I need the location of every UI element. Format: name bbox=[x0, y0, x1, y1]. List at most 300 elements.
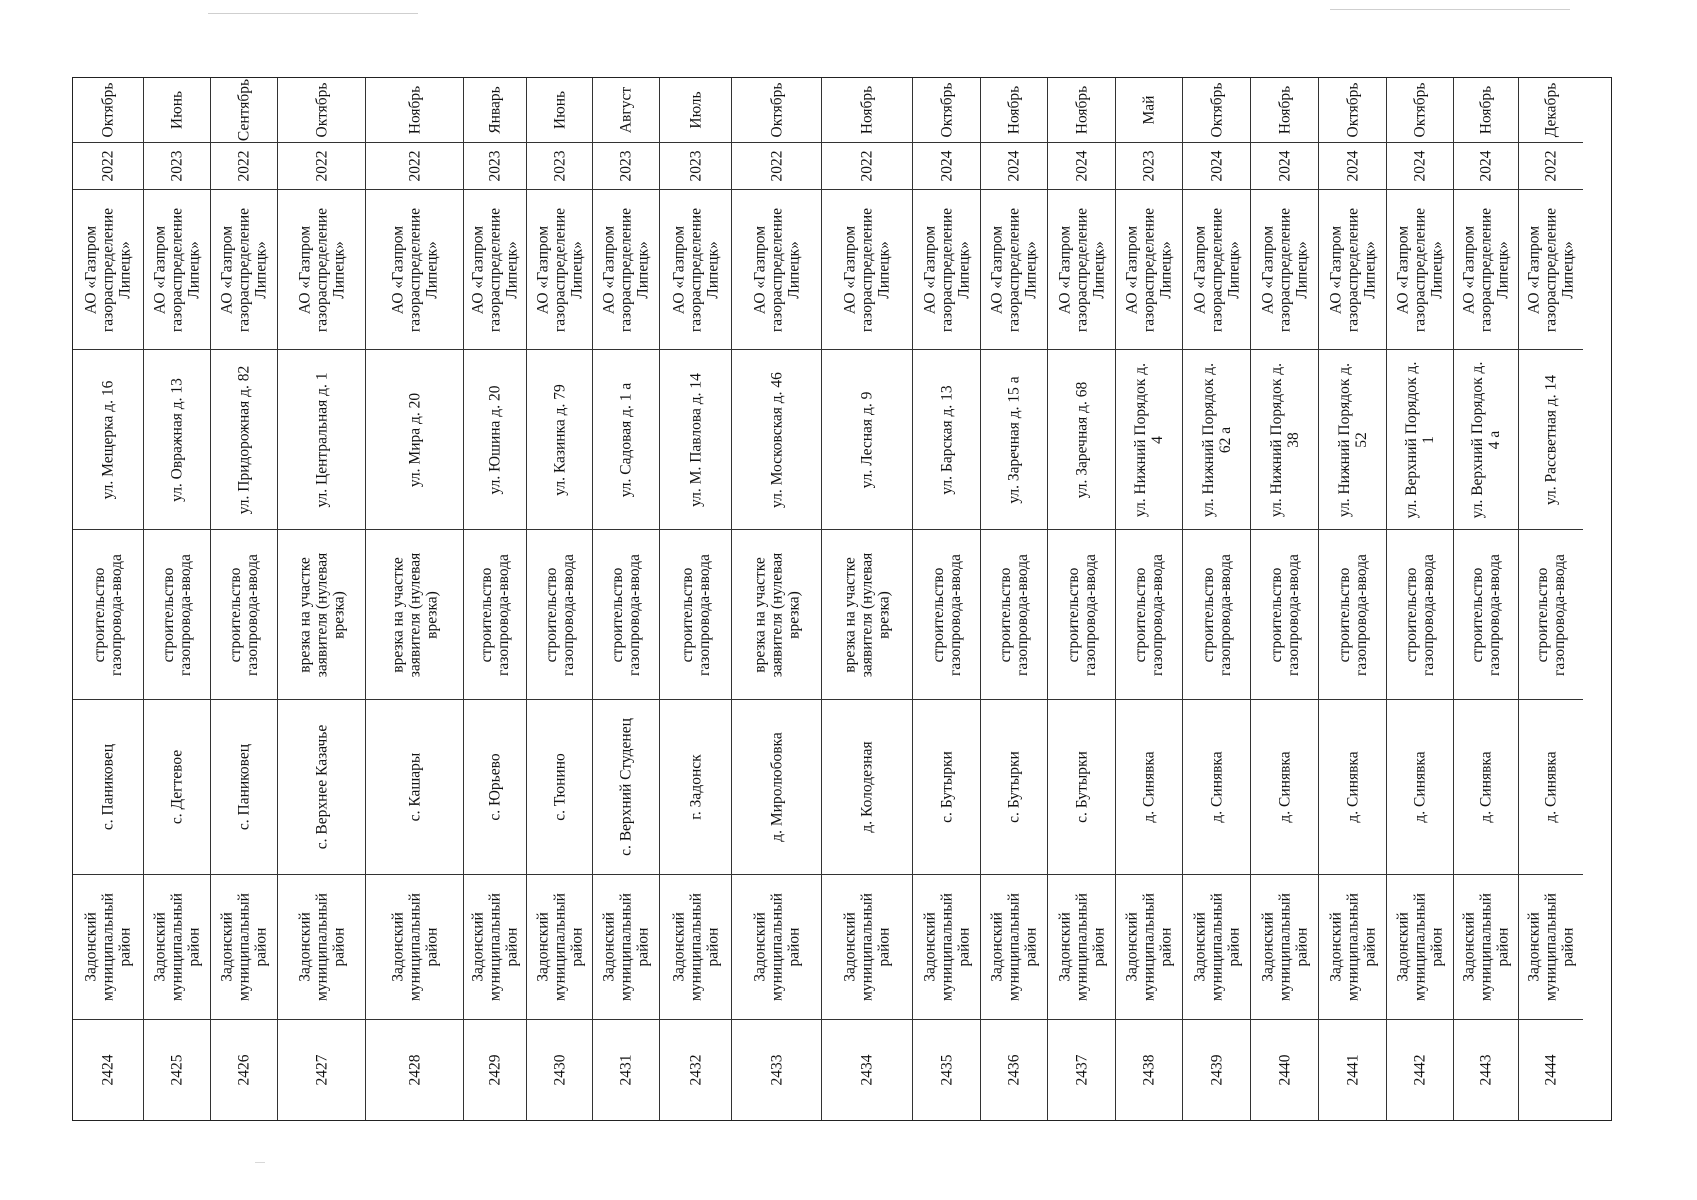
cell-row-number bbox=[73, 1020, 143, 1119]
cell-district-text: Задонский муниципальный район bbox=[1056, 893, 1107, 1001]
cell-organization bbox=[1319, 190, 1386, 350]
cell-work-type bbox=[1048, 530, 1115, 700]
cell-year bbox=[913, 143, 980, 190]
cell-month-text: Октябрь bbox=[768, 82, 785, 138]
cell-address-text: ул. Нижний Порядок д. 62 а bbox=[1199, 362, 1234, 517]
cell-district-text: Задонский муниципальный район bbox=[469, 893, 521, 1001]
cell-year-text: 2022 bbox=[235, 150, 253, 182]
cell-address-text: ул. Нижний Порядок д. 52 bbox=[1335, 362, 1370, 517]
cell-year bbox=[211, 143, 277, 190]
cell-row-number bbox=[732, 1020, 821, 1119]
cell-address bbox=[144, 350, 210, 530]
cell-row-number bbox=[211, 1020, 277, 1119]
cell-address bbox=[1519, 350, 1583, 530]
cell-district bbox=[211, 875, 277, 1020]
cell-organization-text: АО «Газпром газораспределение Липецк» bbox=[1460, 207, 1512, 332]
cell-month bbox=[1519, 78, 1583, 143]
cell-locality bbox=[1519, 700, 1583, 875]
cell-row-number bbox=[981, 1020, 1047, 1119]
cell-locality-text: с. Паниковец bbox=[99, 743, 117, 831]
cell-district-text: Задонский муниципальный район bbox=[670, 893, 721, 1001]
cell-work-type bbox=[1387, 530, 1453, 700]
cell-district bbox=[1116, 875, 1182, 1020]
cell-year bbox=[366, 143, 463, 190]
cell-address-text: ул. Верхний Порядок д. 4 а bbox=[1469, 361, 1503, 518]
cell-district-text: Задонский муниципальный район bbox=[1259, 893, 1310, 1001]
cell-row-number-text: 2435 bbox=[938, 1054, 955, 1085]
cell-address-text: ул. Овражная д. 13 bbox=[168, 377, 186, 502]
cell-locality-text: с. Верхний Студенец bbox=[617, 718, 635, 856]
cell-year bbox=[278, 143, 365, 190]
cell-address bbox=[913, 350, 980, 530]
cell-address bbox=[278, 350, 365, 530]
cell-work-type bbox=[527, 530, 592, 700]
cell-month bbox=[1319, 78, 1386, 143]
cell-address-text: ул. М. Павлова д. 14 bbox=[687, 372, 704, 507]
cell-row-number bbox=[1319, 1020, 1386, 1119]
cell-row-number bbox=[660, 1020, 731, 1119]
cell-district bbox=[1048, 875, 1115, 1020]
cell-work-type-text: строительство газопровода-ввода bbox=[542, 553, 577, 676]
cell-row-number bbox=[593, 1020, 659, 1119]
cell-row-number-text: 2442 bbox=[1411, 1054, 1429, 1085]
cell-address-text: ул. Юшина д. 20 bbox=[486, 385, 504, 494]
cell-organization-text: АО «Газпром газораспределение Липецк» bbox=[988, 207, 1040, 332]
cell-district bbox=[660, 875, 731, 1020]
cell-month-text: Октябрь bbox=[1411, 82, 1429, 138]
cell-locality-text: с. Паниковец bbox=[235, 743, 253, 831]
cell-organization bbox=[527, 190, 592, 350]
cell-row-number-text: 2439 bbox=[1208, 1054, 1225, 1085]
cell-work-type bbox=[1116, 530, 1182, 700]
cell-locality-text: д. Синявка bbox=[1411, 751, 1429, 823]
cell-locality-text: д. Синявка bbox=[1140, 751, 1158, 823]
cell-organization-text: АО «Газпром газораспределение Липецк» bbox=[1056, 207, 1107, 332]
cell-district bbox=[464, 875, 526, 1020]
cell-organization bbox=[660, 190, 731, 350]
cell-month bbox=[593, 78, 659, 143]
cell-year-text: 2023 bbox=[168, 150, 186, 182]
cell-locality bbox=[278, 700, 365, 875]
cell-row-number-text: 2438 bbox=[1140, 1054, 1158, 1085]
cell-year-text: 2023 bbox=[486, 150, 504, 182]
cell-locality-text: с. Дегтевое bbox=[168, 749, 186, 825]
cell-year-text: 2022 bbox=[99, 150, 117, 182]
cell-year bbox=[144, 143, 210, 190]
cell-address-text: ул. Заречная д. 68 bbox=[1073, 381, 1090, 498]
cell-work-type-text: врезка на участке заявителя (нулевая врезка) bbox=[751, 552, 802, 677]
cell-month bbox=[1116, 78, 1182, 143]
cell-locality-text: с. Кашары bbox=[406, 752, 423, 822]
table-row bbox=[1519, 78, 1583, 1120]
cell-month-text: Январь bbox=[486, 86, 504, 134]
cell-work-type bbox=[593, 530, 659, 700]
cell-work-type-text: строительство газопровода-ввода bbox=[1403, 553, 1437, 676]
cell-organization-text: АО «Газпром газораспределение Липецк» bbox=[218, 207, 270, 332]
cell-district bbox=[144, 875, 210, 1020]
cell-organization-text: АО «Газпром газораспределение Липецк» bbox=[841, 207, 893, 332]
cell-month bbox=[732, 78, 821, 143]
cell-row-number bbox=[527, 1020, 592, 1119]
cell-address bbox=[464, 350, 526, 530]
cell-row-number-text: 2431 bbox=[617, 1054, 635, 1085]
cell-organization-text: АО «Газпром газораспределение Липецк» bbox=[534, 207, 585, 332]
cell-address bbox=[593, 350, 659, 530]
cell-month-text: Май bbox=[1140, 95, 1158, 125]
cell-organization bbox=[1183, 190, 1250, 350]
cell-row-number-text: 2433 bbox=[768, 1054, 785, 1085]
cell-locality-text: с. Юрьево bbox=[486, 753, 504, 821]
table-row bbox=[144, 78, 211, 1120]
cell-organization bbox=[73, 190, 143, 350]
cell-year bbox=[732, 143, 821, 190]
cell-locality bbox=[73, 700, 143, 875]
cell-work-type-text: строительство газопровода-ввода bbox=[1469, 553, 1503, 676]
cell-work-type bbox=[464, 530, 526, 700]
cell-locality bbox=[1387, 700, 1453, 875]
cell-month bbox=[1454, 78, 1518, 143]
cell-month bbox=[660, 78, 731, 143]
cell-organization-text: АО «Газпром газораспределение Липецк» bbox=[1259, 207, 1310, 332]
cell-work-type bbox=[822, 530, 912, 700]
cell-locality-text: д. Синявка bbox=[1344, 751, 1361, 823]
cell-year bbox=[464, 143, 526, 190]
table-row bbox=[1319, 78, 1387, 1120]
cell-address bbox=[732, 350, 821, 530]
cell-district-text: Задонский муниципальный район bbox=[600, 893, 652, 1001]
cell-district bbox=[822, 875, 912, 1020]
cell-month bbox=[211, 78, 277, 143]
cell-district bbox=[527, 875, 592, 1020]
cell-work-type-text: строительство газопровода-ввода bbox=[1267, 553, 1302, 676]
cell-work-type-text: строительство газопровода-ввода bbox=[1534, 553, 1568, 676]
cell-row-number bbox=[913, 1020, 980, 1119]
cell-row-number-text: 2441 bbox=[1344, 1054, 1361, 1085]
cell-organization bbox=[981, 190, 1047, 350]
cell-row-number bbox=[464, 1020, 526, 1119]
cell-organization-text: АО «Газпром газораспределение Липецк» bbox=[296, 207, 347, 332]
cell-work-type-text: строительство газопровода-ввода bbox=[227, 553, 261, 676]
cell-locality-text: с. Верхнее Казачье bbox=[313, 724, 330, 850]
cell-district bbox=[1387, 875, 1453, 1020]
cell-row-number-text: 2424 bbox=[99, 1054, 117, 1085]
cell-row-number-text: 2434 bbox=[858, 1054, 876, 1085]
cell-address-text: ул. Придорожная д. 82 bbox=[235, 365, 253, 514]
cell-address-text: ул. Мещерка д. 16 bbox=[99, 380, 117, 499]
cell-year-text: 2024 bbox=[1477, 150, 1495, 182]
cell-year-text: 2024 bbox=[1208, 150, 1225, 182]
cell-organization bbox=[913, 190, 980, 350]
cell-locality bbox=[981, 700, 1047, 875]
table-row bbox=[1116, 78, 1183, 1120]
cell-row-number bbox=[1519, 1020, 1583, 1119]
cell-locality-text: д. Колодезная bbox=[858, 741, 876, 833]
cell-work-type-text: строительство газопровода-ввода bbox=[91, 553, 125, 676]
cell-organization-text: АО «Газпром газораспределение Липецк» bbox=[1327, 207, 1378, 332]
cell-month bbox=[1048, 78, 1115, 143]
cell-month bbox=[1387, 78, 1453, 143]
cell-organization-text: АО «Газпром газораспределение Липецк» bbox=[389, 207, 440, 332]
cell-organization-text: АО «Газпром газораспределение Липецк» bbox=[670, 207, 721, 332]
cell-year-text: 2023 bbox=[687, 150, 704, 182]
cell-address bbox=[1251, 350, 1318, 530]
cell-organization bbox=[1454, 190, 1518, 350]
cell-year bbox=[73, 143, 143, 190]
cell-locality bbox=[593, 700, 659, 875]
cell-work-type-text: строительство газопровода-ввода bbox=[997, 553, 1031, 676]
cell-row-number-text: 2425 bbox=[168, 1054, 186, 1085]
cell-locality bbox=[1251, 700, 1318, 875]
cell-address-text: ул. Верхний Порядок д. 1 bbox=[1403, 361, 1437, 518]
cell-month-text: Ноябрь bbox=[858, 85, 876, 135]
cell-month-text: Июнь bbox=[168, 90, 186, 130]
cell-month-text: Октябрь bbox=[1344, 82, 1361, 138]
cell-row-number-text: 2429 bbox=[486, 1054, 504, 1085]
cell-year bbox=[822, 143, 912, 190]
cell-year-text: 2022 bbox=[858, 150, 876, 182]
cell-month-text: Июль bbox=[687, 91, 704, 129]
cell-address bbox=[527, 350, 592, 530]
cell-month-text: Ноябрь bbox=[406, 85, 423, 135]
cell-district-text: Задонский муниципальный район bbox=[988, 893, 1040, 1001]
cell-year bbox=[593, 143, 659, 190]
cell-row-number-text: 2427 bbox=[313, 1054, 330, 1085]
cell-district bbox=[73, 875, 143, 1020]
cell-work-type-text: строительство газопровода-ввода bbox=[609, 553, 643, 676]
cell-district-text: Задонский муниципальный район bbox=[296, 893, 347, 1001]
cell-work-type-text: строительство газопровода-ввода bbox=[1199, 553, 1234, 676]
cell-locality bbox=[1048, 700, 1115, 875]
cell-district bbox=[1319, 875, 1386, 1020]
cell-work-type-text: строительство газопровода-ввода bbox=[1064, 553, 1099, 676]
cell-locality bbox=[211, 700, 277, 875]
cell-month-text: Октябрь bbox=[938, 82, 955, 138]
cell-locality bbox=[732, 700, 821, 875]
cell-locality bbox=[527, 700, 592, 875]
table-row bbox=[1454, 78, 1519, 1120]
cell-row-number-text: 2437 bbox=[1073, 1054, 1090, 1085]
cell-district-text: Задонский муниципальный район bbox=[218, 893, 270, 1001]
cell-work-type bbox=[660, 530, 731, 700]
cell-row-number-text: 2430 bbox=[551, 1054, 568, 1085]
cell-locality bbox=[913, 700, 980, 875]
cell-district bbox=[1454, 875, 1518, 1020]
cell-work-type-text: строительство газопровода-ввода bbox=[1132, 553, 1166, 676]
cell-address-text: ул. Заречная д. 15 а bbox=[1005, 375, 1023, 504]
cell-district bbox=[1519, 875, 1583, 1020]
cell-work-type-text: строительство газопровода-ввода bbox=[160, 553, 194, 676]
cell-locality-text: д. Синявка bbox=[1542, 751, 1560, 823]
cell-locality bbox=[1454, 700, 1518, 875]
cell-work-type-text: врезка на участке заявителя (нулевая врезка) bbox=[389, 552, 440, 677]
cell-year bbox=[1251, 143, 1318, 190]
cell-address bbox=[822, 350, 912, 530]
cell-row-number-text: 2426 bbox=[235, 1054, 253, 1085]
cell-work-type-text: строительство газопровода-ввода bbox=[929, 553, 964, 676]
cell-locality-text: д. Синявка bbox=[1208, 751, 1225, 823]
table-row bbox=[73, 78, 144, 1120]
cell-organization bbox=[1116, 190, 1182, 350]
cell-month-text: Ноябрь bbox=[1005, 85, 1023, 135]
cell-month bbox=[73, 78, 143, 143]
cell-address-text: ул. Московская д. 46 bbox=[768, 371, 785, 508]
cell-district bbox=[1183, 875, 1250, 1020]
cell-year-text: 2023 bbox=[551, 150, 568, 182]
cell-district-text: Задонский муниципальный район bbox=[534, 893, 585, 1001]
cell-address-text: ул. Нижний Порядок д. 4 bbox=[1132, 362, 1166, 517]
gasification-table bbox=[72, 77, 1612, 1121]
cell-address-text: ул. Лесная д. 9 bbox=[858, 391, 876, 488]
cell-address-text: ул. Нижний Порядок д. 38 bbox=[1267, 362, 1302, 517]
cell-year-text: 2022 bbox=[768, 150, 785, 182]
cell-month-text: Август bbox=[617, 86, 635, 134]
cell-district-text: Задонский муниципальный район bbox=[1191, 893, 1242, 1001]
cell-district-text: Задонский муниципальный район bbox=[1123, 893, 1175, 1001]
cell-address bbox=[981, 350, 1047, 530]
cell-address-text: ул. Садовая д. 1 а bbox=[617, 382, 635, 497]
cell-organization-text: АО «Газпром газораспределение Липецк» bbox=[469, 207, 521, 332]
cell-locality-text: с. Бутырки bbox=[1005, 751, 1023, 823]
table-row bbox=[1183, 78, 1251, 1120]
cell-locality bbox=[366, 700, 463, 875]
cell-district-text: Задонский муниципальный район bbox=[751, 893, 802, 1001]
cell-month-text: Декабрь bbox=[1542, 82, 1560, 138]
cell-address-text: ул. Казинка д. 79 bbox=[551, 383, 568, 496]
cell-month-text: Июнь bbox=[551, 90, 568, 130]
cell-year bbox=[981, 143, 1047, 190]
cell-year-text: 2024 bbox=[1344, 150, 1361, 182]
cell-organization-text: АО «Газпром газораспределение Липецк» bbox=[1525, 207, 1577, 332]
cell-address bbox=[1183, 350, 1250, 530]
cell-work-type-text: строительство газопровода-ввода bbox=[678, 553, 713, 676]
cell-month-text: Сентябрь bbox=[235, 78, 253, 142]
cell-month bbox=[1183, 78, 1250, 143]
table-row bbox=[366, 78, 464, 1120]
cell-organization bbox=[211, 190, 277, 350]
cell-organization bbox=[593, 190, 659, 350]
table-row bbox=[913, 78, 981, 1120]
cell-year-text: 2024 bbox=[938, 150, 955, 182]
cell-year-text: 2024 bbox=[1073, 150, 1090, 182]
cell-organization bbox=[144, 190, 210, 350]
cell-address-text: ул. Рассветная д. 14 bbox=[1542, 374, 1560, 505]
cell-address bbox=[1048, 350, 1115, 530]
cell-organization bbox=[1048, 190, 1115, 350]
cell-organization bbox=[278, 190, 365, 350]
scan-artifact-mark bbox=[255, 1162, 265, 1163]
cell-row-number-text: 2428 bbox=[406, 1054, 423, 1085]
cell-work-type bbox=[278, 530, 365, 700]
cell-address bbox=[1319, 350, 1386, 530]
cell-work-type bbox=[73, 530, 143, 700]
cell-address bbox=[1454, 350, 1518, 530]
cell-month-text: Октябрь bbox=[313, 82, 330, 138]
cell-address bbox=[660, 350, 731, 530]
cell-organization bbox=[1519, 190, 1583, 350]
cell-work-type bbox=[1251, 530, 1318, 700]
cell-month bbox=[913, 78, 980, 143]
table-row bbox=[527, 78, 593, 1120]
cell-locality-text: д. Синявка bbox=[1477, 751, 1495, 823]
cell-organization-text: АО «Газпром газораспределение Липецк» bbox=[151, 207, 203, 332]
cell-month bbox=[981, 78, 1047, 143]
cell-organization bbox=[1387, 190, 1453, 350]
cell-row-number-text: 2436 bbox=[1005, 1054, 1023, 1085]
table-row bbox=[660, 78, 732, 1120]
cell-organization bbox=[1251, 190, 1318, 350]
cell-locality bbox=[144, 700, 210, 875]
cell-district bbox=[913, 875, 980, 1020]
cell-locality-text: г. Задонск bbox=[687, 754, 704, 820]
cell-district bbox=[278, 875, 365, 1020]
cell-address bbox=[1116, 350, 1182, 530]
cell-district bbox=[593, 875, 659, 1020]
cell-year-text: 2024 bbox=[1005, 150, 1023, 182]
cell-locality bbox=[1319, 700, 1386, 875]
table-row bbox=[1251, 78, 1319, 1120]
table-row bbox=[1048, 78, 1116, 1120]
cell-district-text: Задонский муниципальный район bbox=[1460, 893, 1512, 1001]
cell-year-text: 2023 bbox=[1140, 150, 1158, 182]
cell-year bbox=[1048, 143, 1115, 190]
cell-year bbox=[660, 143, 731, 190]
cell-locality bbox=[822, 700, 912, 875]
cell-locality bbox=[1116, 700, 1182, 875]
cell-address bbox=[73, 350, 143, 530]
cell-organization bbox=[822, 190, 912, 350]
cell-month bbox=[464, 78, 526, 143]
cell-locality bbox=[1183, 700, 1250, 875]
cell-address-text: ул. Центральная д. 1 bbox=[313, 371, 330, 508]
cell-row-number bbox=[1251, 1020, 1318, 1119]
cell-year bbox=[1454, 143, 1518, 190]
cell-year bbox=[1387, 143, 1453, 190]
table-row bbox=[981, 78, 1048, 1120]
cell-locality-text: д. Миролюбовка bbox=[768, 732, 785, 842]
cell-organization bbox=[464, 190, 526, 350]
cell-row-number bbox=[366, 1020, 463, 1119]
scan-artifact-line bbox=[208, 13, 418, 14]
cell-month-text: Ноябрь bbox=[1276, 85, 1293, 135]
cell-year-text: 2024 bbox=[1276, 150, 1293, 182]
table-row bbox=[593, 78, 660, 1120]
cell-organization-text: АО «Газпром газораспределение Липецк» bbox=[600, 207, 652, 332]
cell-locality-text: с. Тюнино bbox=[551, 753, 568, 821]
cell-month bbox=[366, 78, 463, 143]
cell-address-text: ул. Мира д. 20 bbox=[406, 392, 423, 487]
cell-locality-text: д. Синявка bbox=[1276, 751, 1293, 823]
cell-month bbox=[527, 78, 592, 143]
cell-district bbox=[732, 875, 821, 1020]
cell-address bbox=[366, 350, 463, 530]
cell-locality bbox=[660, 700, 731, 875]
table-row bbox=[211, 78, 278, 1120]
table-row bbox=[822, 78, 913, 1120]
cell-row-number-text: 2440 bbox=[1276, 1054, 1293, 1085]
cell-address bbox=[211, 350, 277, 530]
cell-district bbox=[1251, 875, 1318, 1020]
table-row bbox=[1387, 78, 1454, 1120]
cell-work-type bbox=[1183, 530, 1250, 700]
cell-locality bbox=[464, 700, 526, 875]
cell-district-text: Задонский муниципальный район bbox=[1525, 893, 1577, 1001]
cell-work-type bbox=[366, 530, 463, 700]
cell-organization-text: АО «Газпром газораспределение Липецк» bbox=[1394, 207, 1446, 332]
cell-organization-text: АО «Газпром газораспределение Липецк» bbox=[82, 207, 134, 332]
table-row bbox=[732, 78, 822, 1120]
cell-organization-text: АО «Газпром газораспределение Липецк» bbox=[1123, 207, 1175, 332]
cell-locality-text: с. Бутырки bbox=[938, 751, 955, 823]
